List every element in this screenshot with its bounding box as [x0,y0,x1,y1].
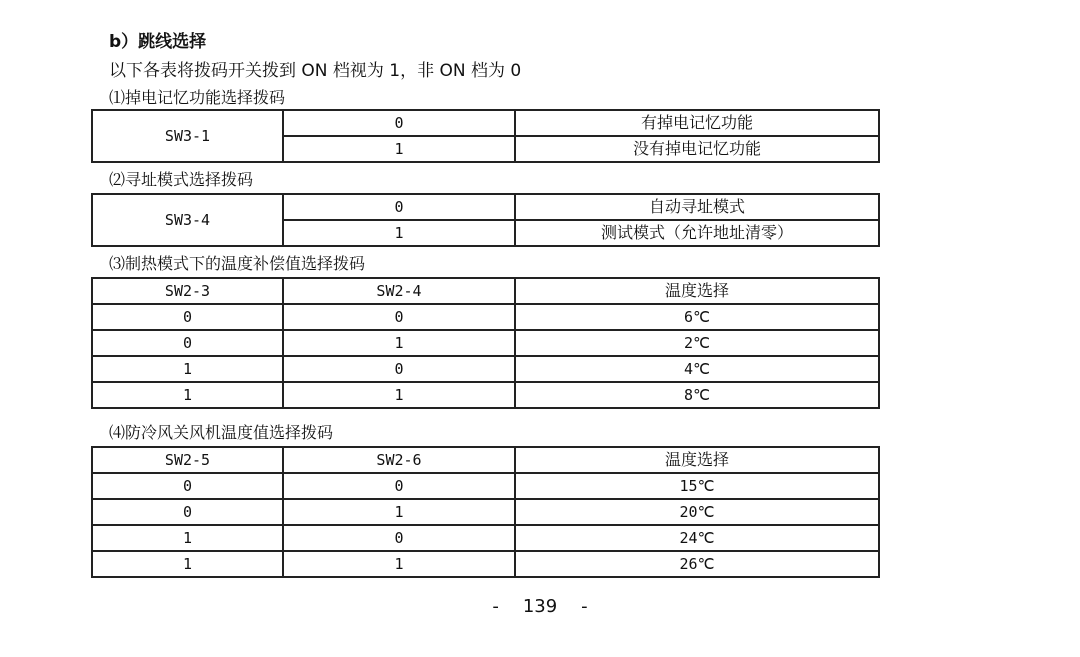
column-header: SW2-4 [283,278,515,304]
cell: 1 [283,499,515,525]
temperature-cell: 20℃ [515,499,879,525]
table-row [92,382,879,408]
temperature-cell: 6℃ [515,304,879,330]
table-row [92,473,879,499]
table-row [92,356,879,382]
table-addressing-mode [91,193,880,247]
cell: 0 [92,330,283,356]
cell: 1 [283,382,515,408]
cell: 0 [92,473,283,499]
column-header: 温度选择 [515,278,879,304]
description-cell: 测试模式（允许地址清零） [515,220,879,246]
cell: 0 [92,304,283,330]
cell: 0 [283,356,515,382]
column-header: 温度选择 [515,447,879,473]
cell: 0 [283,525,515,551]
temperature-cell: 24℃ [515,525,879,551]
value-cell: 0 [283,194,515,220]
cell: 1 [283,330,515,356]
table-row [92,330,879,356]
temperature-cell: 15℃ [515,473,879,499]
cell: 1 [92,356,283,382]
temperature-cell: 8℃ [515,382,879,408]
page-number-value: 139 [522,596,558,617]
temperature-cell: 26℃ [515,551,879,577]
cell: 1 [92,525,283,551]
table-row [92,499,879,525]
table-row [92,551,879,577]
table-power-memory [91,109,880,163]
temperature-cell: 4℃ [515,356,879,382]
switch-cell: SW3-1 [92,110,283,162]
value-cell: 0 [283,110,515,136]
table-row [92,525,879,551]
column-header: SW2-6 [283,447,515,473]
cell: 1 [92,551,283,577]
description-cell: 有掉电记忆功能 [515,110,879,136]
table-header-row [92,447,879,473]
caption-addressing-mode: ⑵寻址模式选择拨码 [109,170,254,189]
description-cell: 自动寻址模式 [515,194,879,220]
cell: 0 [92,499,283,525]
section-heading: b）跳线选择 [109,32,207,52]
page-dash-left: - [492,596,499,617]
caption-cold-draft-prevention: ⑷防冷风关风机温度值选择拨码 [109,423,334,442]
page-number [0,595,1080,619]
cell: 1 [92,382,283,408]
table-cold-draft-prevention [91,446,880,578]
temperature-cell: 2℃ [515,330,879,356]
table-header-row [92,278,879,304]
caption-power-memory: ⑴掉电记忆功能选择拨码 [109,88,286,107]
cell: 1 [283,551,515,577]
switch-cell: SW3-4 [92,194,283,246]
table-row [92,304,879,330]
column-header: SW2-5 [92,447,283,473]
caption-heating-compensation: ⑶制热模式下的温度补偿值选择拨码 [109,254,366,273]
table-row [92,110,879,136]
intro-text: 以下各表将拨码开关拨到 ON 档视为 1，非 ON 档为 0 [109,61,522,81]
description-cell: 没有掉电记忆功能 [515,136,879,162]
page-dash-right: - [581,596,588,617]
cell: 0 [283,304,515,330]
value-cell: 1 [283,220,515,246]
table-heating-compensation [91,277,880,409]
column-header: SW2-3 [92,278,283,304]
cell: 0 [283,473,515,499]
table-row [92,194,879,220]
value-cell: 1 [283,136,515,162]
